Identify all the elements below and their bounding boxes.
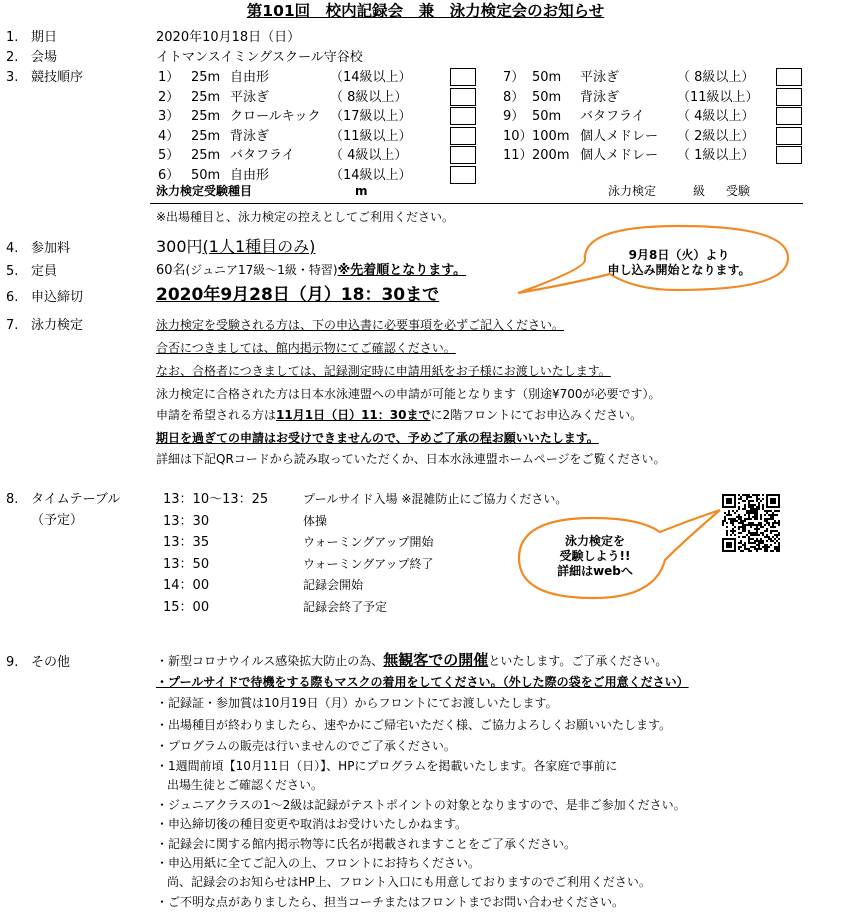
other-line-10b: 尚、記録会のお知らせはHP上、フロント入口にも用意しておりますのでご利用ください。 [167,875,651,889]
event-distance: 25m [191,70,221,85]
event-checkbox[interactable] [776,68,802,86]
exam-line-3: なお、合格者につきましては、記録測定時に申請用紙をお子様にお渡しいたします。 [156,364,611,378]
event-checkbox[interactable] [450,146,476,164]
timetable-item: 記録会終了予定 [303,599,388,614]
event-checkbox[interactable] [450,88,476,106]
other-line-6: ・1週間前頃【10月11日（日）】、HPにプログラムを掲載いたします。各家庭で事前に [156,759,618,773]
event-name: クロールキック [230,109,321,124]
exam-row-kyu: 級 [693,184,706,198]
event-distance: 25m [191,89,221,105]
event-name: 自由形 [230,70,270,85]
label-deadline: 申込締切 [31,290,84,305]
other-line-6b: 出場生徒とご確認ください。 [167,778,324,792]
event-checkbox[interactable] [776,88,802,106]
exam-row-underline [150,203,803,204]
value-capacity: 60名(ジュニア17級～1級・特習)※先着順となります。 [156,263,467,278]
other-line-7: ・ジュニアクラスの1～2級は記録がテストポイントの対象となりますので、是非ご参加ください。 [156,798,686,812]
other-line-1: ・新型コロナウイルス感染拡大防止の為、無観客での開催といたします。ご了承ください。 [156,651,668,669]
qr-code-icon[interactable] [722,494,780,552]
timetable-item: プールサイド入場 ※混雑防止にご協力ください。 [303,492,568,506]
section-num-venue: 2. [6,50,19,65]
value-venue: イトマンスイミングスクール守谷校 [156,50,363,65]
event-number: 10） [503,128,533,144]
value-date: 2020年10月18日（日） [156,30,301,45]
event-number: 4） [158,128,180,144]
event-distance: 50m [532,89,562,105]
other-line-8: ・申込締切後の種目変更や取消はお受けいたしかねます。 [156,817,468,831]
event-grade: （11級以上） [330,128,412,144]
section-num-deadline: 6. [6,290,19,305]
event-grade: （11級以上） [677,89,759,105]
section-num-exam: 7. [6,318,19,333]
timetable-time: 15：00 [163,599,210,615]
label-fee: 参加料 [31,241,71,256]
event-number: 5） [158,148,180,163]
exam-row-label: 泳力検定受験種目 [156,184,253,198]
value-deadline: 2020年9月28日（月）18：30まで [156,285,440,305]
section-num-fee: 4. [6,241,19,256]
event-distance: 25m [191,128,221,144]
timetable-time: 13：30 [163,513,210,529]
timetable-time: 13：50 [163,556,210,572]
callout-top-text: 9月8日（火）より 申し込み開始となります。 [607,248,751,277]
exam-line-2: 合否につきましては、館内掲示物にてご確認ください。 [156,341,456,355]
label-other: その他 [31,655,71,670]
event-number: 3） [158,109,180,124]
other-line-9: ・記録会に関する館内掲示物等に氏名が掲載されますことをご了承ください。 [156,837,577,851]
exam-line-6: 期日を過ぎての申請はお受けできませんので、予めご了承の程お願いいたします。 [156,431,599,445]
exam-line-7: 詳細は下記QRコードから読み取っていただくか、日本水泳連盟ホームページをご覧ください。 [156,452,666,466]
callout-qr-text: 泳力検定を 受験しよう!! 詳細はwebへ [557,534,633,578]
event-name: 個人メドレー [580,148,659,163]
section-num-other: 9. [6,655,19,670]
event-checkbox[interactable] [776,127,802,145]
section-num-capacity: 5. [6,264,19,279]
event-grade: （14級以上） [330,167,412,183]
event-number: 9） [503,109,525,124]
event-number: 11） [503,148,533,163]
event-name: 背泳ぎ [230,128,270,144]
event-checkbox[interactable] [450,68,476,86]
exam-line-1: 泳力検定を受験される方は、下の申込書に必要事項を必ずご記入ください。 [156,318,565,332]
event-checkbox[interactable] [450,166,476,184]
value-fee: 300円(1人1種目のみ) [156,237,316,256]
event-name: バタフライ [580,109,645,124]
exam-row-unit: m [355,184,368,198]
section-num-date: 1. [6,30,19,45]
other-line-4: ・出場種目が終わりましたら、速やかにご帰宅いただく様、ご協力よろしくお願いいたします。 [156,718,672,732]
event-name: 平泳ぎ [580,70,620,85]
label-date: 期日 [31,30,58,45]
timetable-time: 13：35 [163,535,210,550]
event-distance: 25m [191,148,221,163]
event-grade: （ 1級以上） [677,148,755,163]
event-number: 8） [503,89,525,105]
event-number: 1） [158,70,180,85]
timetable-time: 14：00 [163,578,210,593]
other-line-11: ・ご不明な点がありましたら、担当コーチまたはフロントまでお問い合わせください。 [156,895,625,909]
event-grade: （ 8級以上） [330,89,408,105]
event-grade: （14級以上） [330,70,412,85]
label-venue: 会場 [31,50,58,65]
label-capacity: 定員 [31,264,58,279]
label-timetable-sub: （予定） [31,513,84,528]
event-grade: （ 4級以上） [677,109,755,124]
event-name: バタフライ [230,148,295,163]
exam-row-take: 受験 [726,184,751,198]
exam-line-5: 申請を希望される方は11月1日（日）11：30までに2階フロントにてお申込みください。 [156,408,643,422]
section-num-timetable: 8. [6,492,19,507]
event-number: 2） [158,89,180,105]
event-name: 個人メドレー [580,128,659,144]
other-line-10: ・申込用紙に全てご記入の上、フロントにお持ちください。 [156,856,481,870]
exam-row-exam: 泳力検定 [608,184,657,198]
page-title: 第101回 校内記録会 兼 泳力検定会のお知らせ [246,2,605,20]
event-name: 背泳ぎ [580,89,620,105]
event-grade: （ 8級以上） [677,70,755,85]
event-distance: 50m [191,167,221,183]
event-checkbox[interactable] [450,107,476,125]
section-num-events: 3. [6,70,19,85]
event-distance: 50m [532,109,562,124]
event-grade: （ 2級以上） [677,128,755,144]
other-line-2: ・プールサイドで待機をする際もマスクの着用をしてください。（外した際の袋をご用意ください） [156,675,689,689]
exam-line-4: 泳力検定に合格された方は日本水泳連盟への申請が可能となります（別途¥700が必要です）。 [156,387,661,401]
label-events: 競技順序 [31,70,84,85]
event-checkbox[interactable] [450,127,476,145]
event-distance: 200m [532,148,570,163]
timetable-item: 記録会開始 [303,578,364,592]
event-grade: （ 4級以上） [330,148,408,163]
events-note: ※出場種目と、泳力検定の控えとしてご利用ください。 [156,210,455,224]
other-line-5: ・プログラムの販売は行いませんのでご了承ください。 [156,739,456,753]
event-checkbox[interactable] [776,107,802,125]
timetable-time: 13：10～13：25 [163,492,269,507]
event-distance: 50m [532,70,562,85]
label-timetable: タイムテーブル [31,492,121,507]
other-line-3: ・記録証・参加賞は10月19日（月）からフロントにてお渡しいたします。 [156,696,558,710]
event-name: 自由形 [230,167,270,183]
timetable-item: ウォーミングアップ終了 [303,556,434,571]
timetable-item: 体操 [303,513,328,528]
event-name: 平泳ぎ [230,89,270,105]
event-number: 6） [158,167,180,183]
timetable-item: ウォーミングアップ開始 [303,535,434,549]
label-exam: 泳力検定 [31,318,84,333]
event-distance: 25m [191,109,221,124]
event-checkbox[interactable] [776,146,802,164]
event-distance: 100m [532,128,570,144]
event-number: 7） [503,70,525,85]
event-grade: （17級以上） [330,109,412,124]
